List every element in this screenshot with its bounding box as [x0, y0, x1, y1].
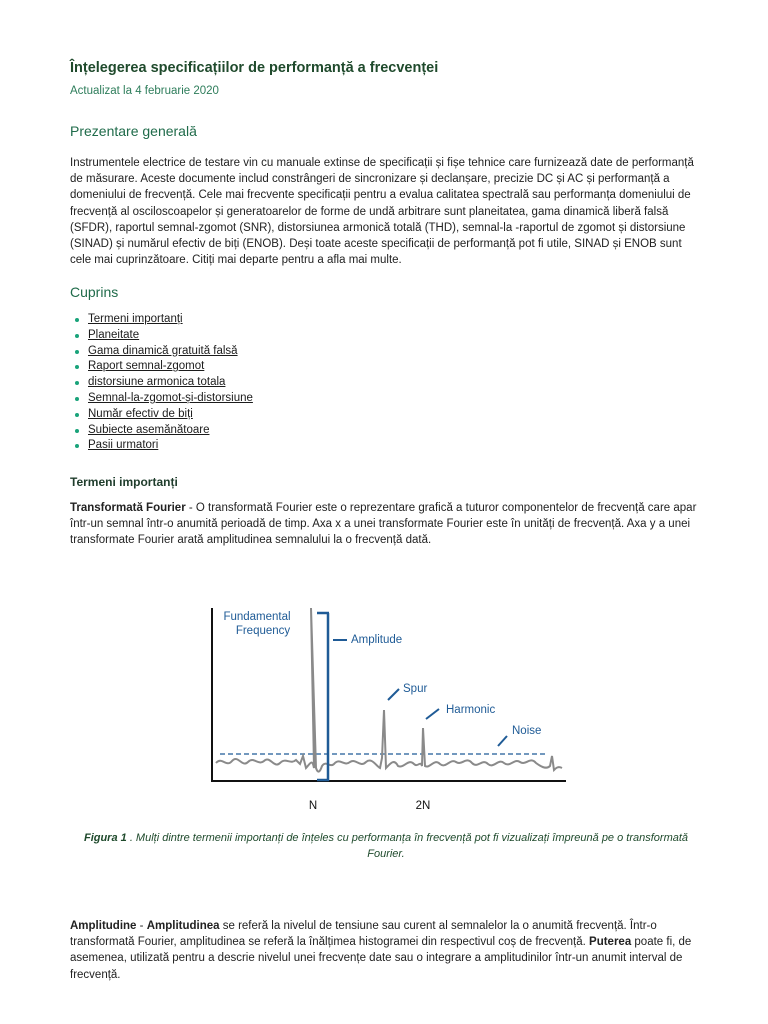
amplitude-term-2: Amplitudinea [146, 920, 220, 932]
tick-label-n: N [308, 800, 318, 812]
toc-item [70, 391, 253, 407]
amplitude-dash: - [136, 920, 147, 932]
label-noise: Noise [512, 725, 542, 737]
overview-paragraph: Instrumentele electrice de testare vin cu manuale extinse de specificații și fișe tehnice care furnizează date de performanță de măsurare. Aceste documente includ constrângeri de sincronizare și declanșare, precizie DC și AC și performanță a domeniului de frecvență. Cele mai frecvente specificații pentru a evalua calitatea spectrală sau performanța domeniului de frecvență al osciloscoapelor și generatoarelor de forme de undă arbitrare sunt planeitatea, gama dinamică liberă falsă (SFDR), raportul semnal-zgomot (SNR), distorsiunea armonică totală (THD), semnal-la -raportul de zgomot și distorsiune (SINAD) și numărul efectiv de biți (ENOB). Deși toate aceste specificații de performanță pot fi utile, SINAD și ENOB sunt cele mai cuprinzătoare. Citiți mai departe pentru a afla mai multe. [70, 157, 694, 267]
amplitude-text-1: se referă la nivelul de tensiune sau curent al semnalelor la o anumită frecvență. Într-o transformată Fourier, amplitudinea se referă la înălțimea histogramei din respectivul coș de frecvență. [70, 920, 657, 949]
page-title: Înțelegerea specificațiilor de performanță a frecvenței [70, 60, 439, 76]
toc-item [70, 344, 253, 360]
label-harmonic: Harmonic [446, 704, 496, 716]
toc-link-sinad[interactable]: Semnal-la-zgomot-și-distorsiune [88, 391, 253, 404]
amplitude-paragraph [70, 918, 702, 983]
toc-link-planeitate[interactable]: Planeitate [88, 328, 140, 341]
toc-item [70, 375, 253, 391]
toc-link-next-steps[interactable]: Pasii urmatori [88, 439, 159, 452]
label-fundamental-2: Frequency [235, 625, 291, 637]
toc-item [70, 438, 253, 454]
toc-item [70, 359, 253, 375]
toc-list [70, 312, 253, 454]
spur-leader [388, 689, 399, 700]
toc-link-sfdr[interactable]: Gama dinamică gratuită falsă [88, 344, 238, 357]
caption-text: . Mulți dintre termenii importanți de înțeles cu performanța în frecvență pot fi vizualizați împreună pe o transformată Fourier. [126, 832, 689, 860]
fourier-definition: - O transformată Fourier este o reprezentare grafică a tuturor componentelor de frecvență care apar într-un semnal într-o anumită perioadă de timp. Axa x a unei transformate Fourier este în unități de frecvență. Axa y a unei transformate Fourier arată amplitudinea semnalului la o frecvență dată. [70, 502, 697, 547]
fourier-term: Transformată Fourier [70, 502, 186, 514]
noise-leader [498, 736, 507, 746]
toc-link-related[interactable]: Subiecte asemănătoare [88, 423, 210, 436]
label-amplitude: Amplitude [351, 634, 403, 646]
toc-link-thd[interactable]: distorsiune armonica totala [88, 376, 226, 389]
overview-heading: Prezentare generală [70, 123, 197, 139]
updated-date: Actualizat la 4 februarie 2020 [70, 85, 219, 97]
toc-link-enob[interactable]: Număr efectiv de biți [88, 407, 193, 420]
label-fundamental-1: Fundamental [223, 611, 291, 623]
fourier-figure [200, 598, 570, 823]
harmonic-leader [426, 709, 439, 719]
toc-link-termeni[interactable]: Termeni importanți [88, 313, 183, 325]
caption-label: Figura 1 [83, 832, 127, 844]
amplitude-term: Amplitudine [70, 920, 137, 932]
power-term: Puterea [589, 936, 632, 949]
toc-link-snr[interactable]: Raport semnal-zgomot [88, 360, 205, 373]
tick-label-2n: 2N [415, 800, 431, 812]
toc-item [70, 423, 253, 439]
terms-heading: Termeni importanți [70, 475, 178, 489]
toc-item [70, 328, 253, 344]
figure-caption [66, 830, 706, 862]
toc-item [70, 312, 253, 328]
toc-heading: Cuprins [70, 284, 119, 300]
toc-item [70, 407, 253, 423]
amplitude-text-2: poate fi, de asemenea, utilizată pentru a descrie nivelul unei frecvențe date sau o integrare a amplitudinilor într-un anumit interval de frecvență. [70, 936, 692, 981]
fourier-paragraph [70, 500, 702, 549]
fourier-diagram [200, 598, 570, 818]
label-spur: Spur [403, 683, 428, 695]
